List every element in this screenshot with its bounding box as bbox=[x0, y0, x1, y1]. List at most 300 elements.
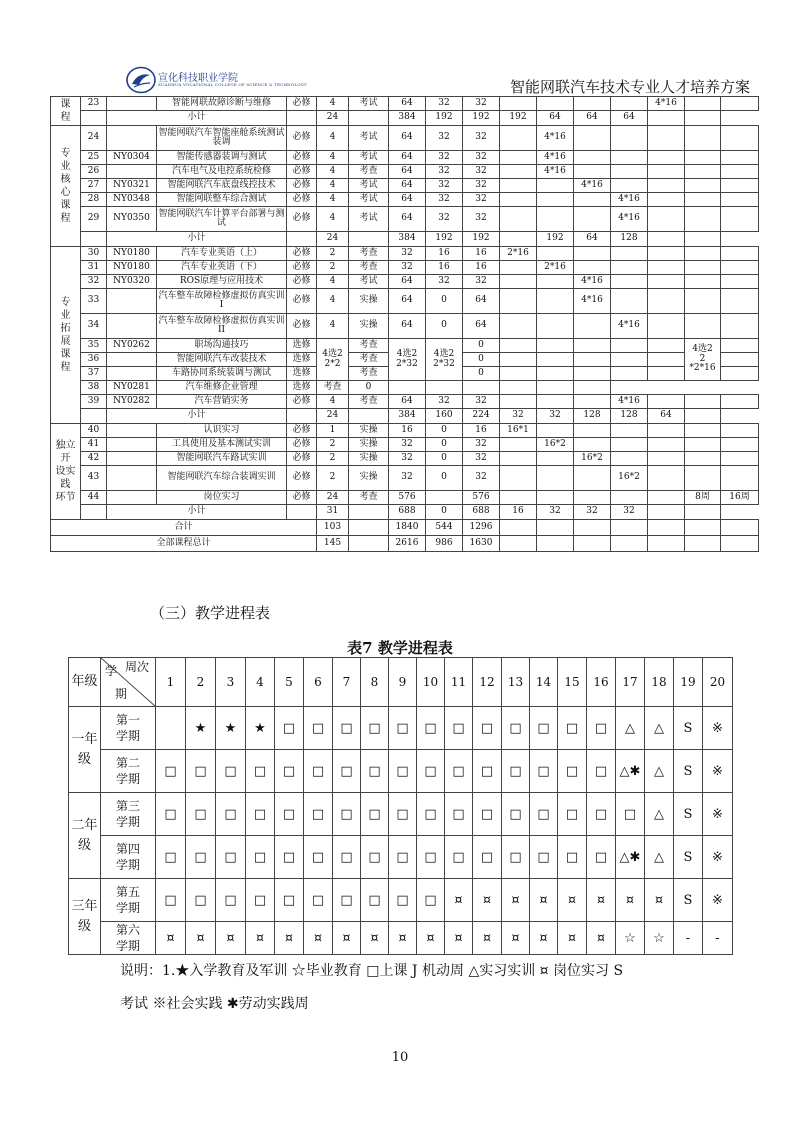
schedule-cell: □ bbox=[502, 707, 530, 750]
schedule-cell: □ bbox=[502, 836, 530, 879]
table-cell: 32 bbox=[426, 126, 463, 151]
table-cell bbox=[611, 247, 648, 261]
table-cell: 考查 bbox=[349, 339, 389, 353]
subtotal-value: 24 bbox=[317, 111, 349, 126]
schedule-cell: ¤ bbox=[216, 922, 246, 955]
subtotal-value: 16 bbox=[500, 505, 537, 520]
week-number: 9 bbox=[389, 658, 417, 707]
subtotal-value: 192 bbox=[463, 232, 500, 247]
term-label: 第一 学期 bbox=[101, 707, 156, 750]
schedule-cell: □ bbox=[304, 750, 333, 793]
table-cell bbox=[500, 520, 537, 536]
table-cell bbox=[500, 395, 537, 409]
schedule-cell: □ bbox=[361, 707, 389, 750]
legend bbox=[120, 955, 720, 1021]
subtotal-value bbox=[685, 409, 721, 424]
table-cell bbox=[611, 126, 648, 151]
table-cell: NY0262 bbox=[107, 339, 157, 353]
schedule-cell: ¤ bbox=[616, 879, 645, 922]
table-cell: NY0350 bbox=[107, 207, 157, 232]
table-cell: 0 bbox=[463, 339, 500, 353]
table-cell: 27 bbox=[81, 179, 107, 193]
table-cell bbox=[648, 339, 685, 353]
table-cell: 64 bbox=[389, 193, 426, 207]
table-cell bbox=[685, 151, 721, 165]
schedule-cell: △ bbox=[645, 707, 674, 750]
schedule-cell: □ bbox=[186, 793, 216, 836]
table-row bbox=[51, 151, 759, 165]
term-label: 第四 学期 bbox=[101, 836, 156, 879]
table-cell: 实操 bbox=[349, 424, 389, 438]
table-cell bbox=[721, 339, 759, 353]
table-cell bbox=[537, 339, 574, 353]
table-cell: 64 bbox=[389, 179, 426, 193]
table-cell: 576 bbox=[463, 491, 500, 505]
table-cell: 2 bbox=[317, 438, 349, 452]
table-cell: 0 bbox=[426, 314, 463, 339]
table-cell: 4 bbox=[317, 395, 349, 409]
table-cell bbox=[721, 179, 759, 193]
table-cell bbox=[648, 275, 685, 289]
schedule-row bbox=[69, 750, 733, 793]
table-cell bbox=[685, 165, 721, 179]
table-cell: 2 bbox=[317, 452, 349, 466]
week-number: 16 bbox=[587, 658, 616, 707]
table-cell bbox=[721, 353, 759, 367]
table-cell: NY0321 bbox=[107, 179, 157, 193]
table-cell bbox=[500, 339, 537, 353]
table-cell: 实操 bbox=[349, 314, 389, 339]
subtotal-value: 192 bbox=[537, 232, 574, 247]
table-cell: 智能网联整车综合测试 bbox=[157, 193, 287, 207]
schedule-cell: ¤ bbox=[502, 922, 530, 955]
total-row bbox=[51, 520, 759, 536]
schedule-cell: △ bbox=[616, 707, 645, 750]
subtotal-value: 128 bbox=[611, 409, 648, 424]
table-cell: 0 bbox=[426, 424, 463, 438]
table-cell: 必修 bbox=[287, 466, 317, 491]
table-cell bbox=[721, 275, 759, 289]
table-cell bbox=[426, 381, 463, 395]
table-cell bbox=[500, 126, 537, 151]
table-cell bbox=[500, 353, 537, 367]
table-cell bbox=[463, 381, 500, 395]
schedule-cell: ¤ bbox=[186, 922, 216, 955]
table-cell bbox=[721, 438, 759, 452]
schedule-cell: □ bbox=[186, 879, 216, 922]
subtotal-row bbox=[51, 409, 759, 424]
table-cell bbox=[500, 97, 537, 111]
table-cell: 2 bbox=[317, 261, 349, 275]
schedule-cell: □ bbox=[216, 793, 246, 836]
year-label: 三年 级 bbox=[69, 879, 101, 955]
table-cell bbox=[648, 193, 685, 207]
table-cell: 16 bbox=[389, 424, 426, 438]
table-cell: 必修 bbox=[287, 395, 317, 409]
subtotal-value bbox=[500, 232, 537, 247]
table-row bbox=[51, 126, 759, 151]
table-cell: 32 bbox=[81, 275, 107, 289]
table-row bbox=[51, 314, 759, 339]
college-logo bbox=[126, 66, 326, 94]
table-cell bbox=[648, 536, 685, 552]
table-cell bbox=[107, 466, 157, 491]
table-cell bbox=[574, 261, 611, 275]
table-cell: 32 bbox=[389, 466, 426, 491]
table-cell bbox=[648, 207, 685, 232]
table-cell: 32 bbox=[463, 438, 500, 452]
table-cell bbox=[611, 438, 648, 452]
table-cell bbox=[537, 466, 574, 491]
legend-line-2: 考试 ※社会实践 ✱劳动实践周 bbox=[120, 996, 309, 1012]
schedule-cell: S bbox=[674, 793, 703, 836]
table-cell: 考试 bbox=[349, 179, 389, 193]
year-label: 二年 级 bbox=[69, 793, 101, 879]
table-cell: 34 bbox=[81, 314, 107, 339]
schedule-cell: □ bbox=[156, 750, 186, 793]
schedule-cell: □ bbox=[361, 750, 389, 793]
schedule-cell: ¤ bbox=[275, 922, 304, 955]
table-cell bbox=[721, 165, 759, 179]
table-cell: 2*16 bbox=[500, 247, 537, 261]
table-caption: 表7 教学进程表 bbox=[347, 639, 453, 657]
subtotal-label: 小计 bbox=[107, 232, 287, 247]
table-cell bbox=[721, 395, 759, 409]
schedule-cell: □ bbox=[558, 793, 587, 836]
schedule-cell: ¤ bbox=[304, 922, 333, 955]
table-cell: 考试 bbox=[349, 275, 389, 289]
table-cell bbox=[537, 97, 574, 111]
subtotal-value: 64 bbox=[648, 409, 685, 424]
table-cell: 16*2 bbox=[611, 466, 648, 491]
schedule-cell: □ bbox=[473, 707, 502, 750]
schedule-cell: □ bbox=[246, 793, 275, 836]
term-label: 第三 学期 bbox=[101, 793, 156, 836]
table-cell: 必修 bbox=[287, 179, 317, 193]
course-table bbox=[50, 96, 759, 552]
schedule-cell: □ bbox=[473, 836, 502, 879]
subtotal-row bbox=[51, 111, 759, 126]
total-value: 2616 bbox=[389, 536, 426, 552]
schedule-cell: □ bbox=[275, 750, 304, 793]
table-cell bbox=[537, 289, 574, 314]
table-cell: NY0348 bbox=[107, 193, 157, 207]
table-cell bbox=[611, 520, 648, 536]
subtotal-value: 160 bbox=[426, 409, 463, 424]
week-number: 5 bbox=[275, 658, 304, 707]
table-cell bbox=[685, 466, 721, 491]
schedule-cell: △ bbox=[645, 793, 674, 836]
table-cell bbox=[611, 261, 648, 275]
table-cell bbox=[721, 151, 759, 165]
table-cell: 汽车电气及电控系统检修 bbox=[157, 165, 287, 179]
table-cell: 32 bbox=[426, 395, 463, 409]
table-cell: 4 bbox=[317, 126, 349, 151]
table-cell: 38 bbox=[81, 381, 107, 395]
schedule-cell: □ bbox=[558, 836, 587, 879]
table-cell bbox=[574, 438, 611, 452]
subtotal-value: 31 bbox=[317, 505, 349, 520]
table-cell bbox=[107, 97, 157, 111]
subtotal-value: 64 bbox=[611, 111, 648, 126]
page-number: 10 bbox=[391, 1050, 409, 1065]
schedule-cell: S bbox=[674, 879, 703, 922]
table-row bbox=[51, 395, 759, 409]
table-cell: 智能网联故障诊断与维修 bbox=[157, 97, 287, 111]
term-label: 第六 学期 bbox=[101, 922, 156, 955]
table-cell bbox=[500, 289, 537, 314]
schedule-cell: □ bbox=[333, 793, 361, 836]
table-cell bbox=[500, 207, 537, 232]
schedule-cell: - bbox=[703, 922, 733, 955]
table-cell: 16 bbox=[426, 247, 463, 261]
elective-credit: 4选2 2*2 bbox=[317, 339, 349, 381]
schedule-cell: □ bbox=[616, 793, 645, 836]
table-cell bbox=[721, 207, 759, 232]
table-cell: 32 bbox=[426, 193, 463, 207]
week-number: 1 bbox=[156, 658, 186, 707]
table-cell bbox=[537, 247, 574, 261]
schedule-row bbox=[69, 922, 733, 955]
total-value: 1630 bbox=[463, 536, 500, 552]
table-cell bbox=[81, 232, 107, 247]
table-cell bbox=[648, 289, 685, 314]
elective-hours: 4选2 2*32 bbox=[389, 339, 426, 381]
table-cell bbox=[107, 438, 157, 452]
table-cell bbox=[537, 367, 574, 381]
subtotal-value bbox=[685, 111, 721, 126]
table-cell bbox=[574, 367, 611, 381]
subtotal-value: 32 bbox=[500, 409, 537, 424]
table-cell bbox=[611, 424, 648, 438]
table-cell: 64 bbox=[389, 151, 426, 165]
table-cell: 实操 bbox=[349, 452, 389, 466]
week-number: 15 bbox=[558, 658, 587, 707]
logo-cn-text: 宣化科技职业学院 bbox=[158, 73, 238, 84]
schedule-cell: □ bbox=[530, 836, 558, 879]
schedule-cell: ※ bbox=[703, 707, 733, 750]
table-cell: 4*16 bbox=[537, 126, 574, 151]
legend-line-1: 说明：1.★入学教育及军训 ☆毕业教育 □上课 J 机动周 △实习实训 ¤ 岗位实习 S bbox=[120, 963, 624, 979]
logo-en-text: XUANHUA VOCATIONAL COLLEGE OF SCIENCE & TECHNOLOGY bbox=[158, 82, 307, 87]
subtotal-value: 128 bbox=[574, 409, 611, 424]
table-cell: 32 bbox=[463, 275, 500, 289]
table-row bbox=[51, 97, 759, 111]
week-number: 7 bbox=[333, 658, 361, 707]
subtotal-value: 32 bbox=[611, 505, 648, 520]
table-cell bbox=[611, 339, 648, 353]
table-cell bbox=[648, 261, 685, 275]
table-cell: 必修 bbox=[287, 424, 317, 438]
schedule-cell: ¤ bbox=[530, 879, 558, 922]
table-cell: 0 bbox=[426, 289, 463, 314]
table-cell bbox=[500, 367, 537, 381]
table-cell bbox=[287, 111, 317, 126]
subtotal-value bbox=[349, 409, 389, 424]
table-cell: 32 bbox=[463, 151, 500, 165]
table-cell bbox=[721, 193, 759, 207]
schedule-cell: △ bbox=[645, 750, 674, 793]
schedule-cell: □ bbox=[558, 750, 587, 793]
subtotal-value: 384 bbox=[389, 111, 426, 126]
subtotal-value: 64 bbox=[537, 111, 574, 126]
table-cell: 考查 bbox=[349, 367, 389, 381]
table-cell: 576 bbox=[389, 491, 426, 505]
table-cell bbox=[287, 409, 317, 424]
table-cell bbox=[574, 247, 611, 261]
table-cell bbox=[685, 520, 721, 536]
schedule-cell: ¤ bbox=[587, 922, 616, 955]
week-number: 14 bbox=[530, 658, 558, 707]
schedule-cell: □ bbox=[502, 793, 530, 836]
schedule-cell: □ bbox=[417, 793, 445, 836]
table-cell: 16周 bbox=[721, 491, 759, 505]
table-cell bbox=[611, 353, 648, 367]
table-cell bbox=[685, 536, 721, 552]
table-cell: 64 bbox=[389, 289, 426, 314]
schedule-cell: □ bbox=[587, 836, 616, 879]
table-cell bbox=[574, 314, 611, 339]
category-prac: 独立开 设实践 环节 bbox=[51, 424, 81, 520]
table-cell bbox=[574, 126, 611, 151]
schedule-cell: ¤ bbox=[558, 922, 587, 955]
table-row bbox=[51, 165, 759, 179]
schedule-cell: □ bbox=[502, 750, 530, 793]
schedule-cell: ¤ bbox=[445, 922, 473, 955]
table-cell bbox=[574, 520, 611, 536]
total-value bbox=[349, 536, 389, 552]
table-cell bbox=[537, 314, 574, 339]
schedule-cell: □ bbox=[389, 836, 417, 879]
table-cell: 0 bbox=[426, 438, 463, 452]
table-cell bbox=[648, 438, 685, 452]
table-cell: 考试 bbox=[349, 126, 389, 151]
schedule-cell: □ bbox=[156, 879, 186, 922]
table-cell bbox=[685, 395, 721, 409]
table-cell: 4 bbox=[317, 179, 349, 193]
schedule-cell: □ bbox=[445, 793, 473, 836]
schedule-cell: ¤ bbox=[246, 922, 275, 955]
table-cell bbox=[611, 289, 648, 314]
table-cell bbox=[648, 520, 685, 536]
table-cell bbox=[574, 193, 611, 207]
table-cell: 24 bbox=[81, 126, 107, 151]
week-number: 3 bbox=[216, 658, 246, 707]
year-label: 一年 级 bbox=[69, 707, 101, 793]
table-cell: 16 bbox=[463, 247, 500, 261]
table-cell: 智能网联汽车智能座舱系统测试装调 bbox=[157, 126, 287, 151]
schedule-cell: □ bbox=[361, 793, 389, 836]
schedule-cell: ※ bbox=[703, 879, 733, 922]
table-cell: 必修 bbox=[287, 126, 317, 151]
table-cell: 岗位实习 bbox=[157, 491, 287, 505]
table-cell bbox=[426, 491, 463, 505]
total-value: 1840 bbox=[389, 520, 426, 536]
term-label: 第二 学期 bbox=[101, 750, 156, 793]
table-cell: 必修 bbox=[287, 165, 317, 179]
table-cell: 必修 bbox=[287, 151, 317, 165]
table-cell bbox=[500, 466, 537, 491]
table-cell bbox=[648, 452, 685, 466]
subtotal-value: 64 bbox=[574, 111, 611, 126]
schedule-cell: ☆ bbox=[616, 922, 645, 955]
table-cell bbox=[81, 409, 107, 424]
table-cell bbox=[574, 536, 611, 552]
subtotal-value bbox=[685, 232, 721, 247]
schedule-row bbox=[69, 879, 733, 922]
table-cell bbox=[685, 179, 721, 193]
table-cell: NY0320 bbox=[107, 275, 157, 289]
table-cell: 选修 bbox=[287, 381, 317, 395]
schedule-cell: □ bbox=[304, 836, 333, 879]
table-cell: 智能网联汽车综合装调实训 bbox=[157, 466, 287, 491]
table-cell: 33 bbox=[81, 289, 107, 314]
table-cell: 考试 bbox=[349, 151, 389, 165]
table-cell: 4 bbox=[317, 314, 349, 339]
table-cell bbox=[574, 466, 611, 491]
schedule-cell: □ bbox=[530, 750, 558, 793]
table-cell: 31 bbox=[81, 261, 107, 275]
schedule-cell: ¤ bbox=[587, 879, 616, 922]
week-number: 2 bbox=[186, 658, 216, 707]
week-number: 19 bbox=[674, 658, 703, 707]
subtotal-value: 384 bbox=[389, 232, 426, 247]
table-cell bbox=[721, 126, 759, 151]
schedule-cell: ☆ bbox=[645, 922, 674, 955]
table-cell: 考查 bbox=[349, 491, 389, 505]
subtotal-value: 0 bbox=[426, 505, 463, 520]
table-row bbox=[51, 339, 759, 353]
schedule-cell: □ bbox=[304, 707, 333, 750]
table-cell bbox=[81, 505, 107, 520]
table-cell: 41 bbox=[81, 438, 107, 452]
schedule-cell: □ bbox=[417, 750, 445, 793]
table-cell: 32 bbox=[426, 165, 463, 179]
table-cell: 4*16 bbox=[574, 179, 611, 193]
schedule-cell: □ bbox=[445, 836, 473, 879]
subtotal-value bbox=[648, 232, 685, 247]
table-cell bbox=[648, 126, 685, 151]
table-cell: 16*2 bbox=[537, 438, 574, 452]
table-cell: NY0282 bbox=[107, 395, 157, 409]
table-cell: 44 bbox=[81, 491, 107, 505]
table-cell bbox=[500, 536, 537, 552]
table-cell: 认识实习 bbox=[157, 424, 287, 438]
schedule-cell: □ bbox=[246, 879, 275, 922]
table-cell bbox=[537, 395, 574, 409]
table-cell: 32 bbox=[389, 438, 426, 452]
table-cell: 32 bbox=[463, 193, 500, 207]
table-cell bbox=[107, 314, 157, 339]
table-cell bbox=[500, 165, 537, 179]
table-cell bbox=[574, 339, 611, 353]
table-cell: 智能网联汽车计算平台部署与测试 bbox=[157, 207, 287, 232]
table-cell bbox=[537, 179, 574, 193]
table-cell: 4 bbox=[317, 207, 349, 232]
subtotal-value: 688 bbox=[463, 505, 500, 520]
table-cell bbox=[500, 381, 537, 395]
table-cell bbox=[685, 207, 721, 232]
table-cell: 32 bbox=[426, 97, 463, 111]
table-cell bbox=[685, 126, 721, 151]
table-cell bbox=[537, 381, 574, 395]
schedule-cell: □ bbox=[275, 793, 304, 836]
table-cell: 8周 bbox=[685, 491, 721, 505]
table-cell: 32 bbox=[463, 97, 500, 111]
diagonal-header bbox=[101, 658, 156, 707]
subtotal-row bbox=[51, 505, 759, 520]
term-label: 第五 学期 bbox=[101, 879, 156, 922]
